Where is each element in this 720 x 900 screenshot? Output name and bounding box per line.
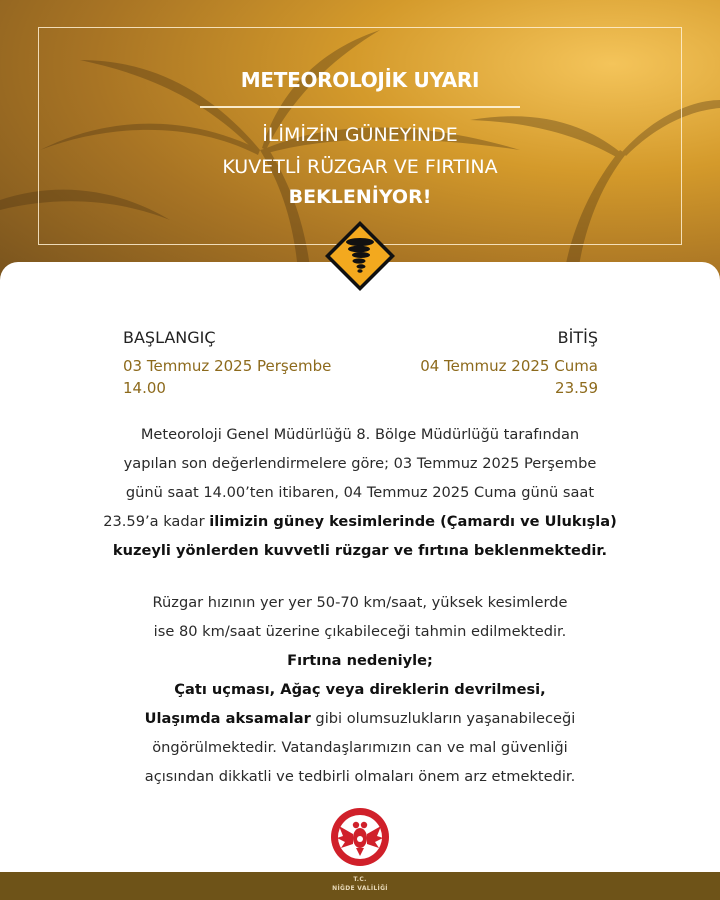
p2-line [70,704,650,733]
p2-line-bold: Çatı uçması, Ağaç veya direklerin devrilmesi, [174,681,546,698]
end-date: 04 Temmuz 2025 Cuma [420,357,598,375]
start-datetime [123,355,331,399]
alert-subtitle-line-1: İLİMİZİN GÜNEYİNDE [262,124,458,146]
p1-line: günü saat 14.00’ten itibaren, 04 Temmuz 2025 Cuma günü saat [125,484,595,501]
p2-line-text: gibi olumsuzlukların yaşanabileceği [310,710,576,727]
seal-text-line-2: NİĞDE VALİLİĞİ [332,885,388,892]
alert-subtitle-line-3: BEKLENİYOR! [288,186,432,208]
p1-line [70,507,650,536]
title-divider [200,106,520,108]
p2-line-bold: Ulaşımda aksamalar [144,710,311,727]
p1-line-bold: kuzeyli yönlerden kuvvetli rüzgar ve fırtına beklenmektedir. [112,542,608,559]
start-date: 03 Temmuz 2025 Perşembe [123,357,332,375]
start-label: BAŞLANGIÇ [123,328,216,347]
p2-line [70,646,650,675]
start-time: 14.00 [123,379,166,397]
announcement-paragraph-1 [70,420,650,565]
end-datetime [420,355,598,399]
alert-subtitle-line-2: KUVETLİ RÜZGAR VE FIRTINA [222,156,498,178]
p2-line-bold: Fırtına nedeniyle; [287,652,433,669]
p1-line: yapılan son değerlendirmelere göre; 03 Temmuz 2025 Perşembe [123,455,597,472]
tornado-warning-icon [322,218,398,294]
p2-line: açısından dikkatli ve tedbirli olmaları önem arz etmektedir. [144,768,576,785]
p2-line: öngörülmektedir. Vatandaşlarımızın can ve mal güvenliği [152,739,568,756]
p2-line: ise 80 km/saat üzerine çıkabileceği tahmin edilmektedir. [153,623,567,640]
p1-line [70,536,650,565]
end-label: BİTİŞ [557,328,598,347]
p2-line: Rüzgar hızının yer yer 50-70 km/saat, yüksek kesimlerde [152,594,568,611]
governorship-seal-icon [329,806,391,868]
p1-line-bold: ilimizin güney kesimlerinde (Çamardı ve Ulukışla) [209,513,617,530]
seal-text-line-1: T.C. [353,876,367,883]
p1-line-text: 23.59’a kadar [103,513,210,530]
alert-title: METEOROLOJİK UYARI [240,68,480,92]
announcement-paragraph-2 [70,588,650,791]
p1-line: Meteoroloji Genel Müdürlüğü 8. Bölge Müdürlüğü tarafından [140,426,580,443]
end-time: 23.59 [555,379,598,397]
p2-line [70,675,650,704]
